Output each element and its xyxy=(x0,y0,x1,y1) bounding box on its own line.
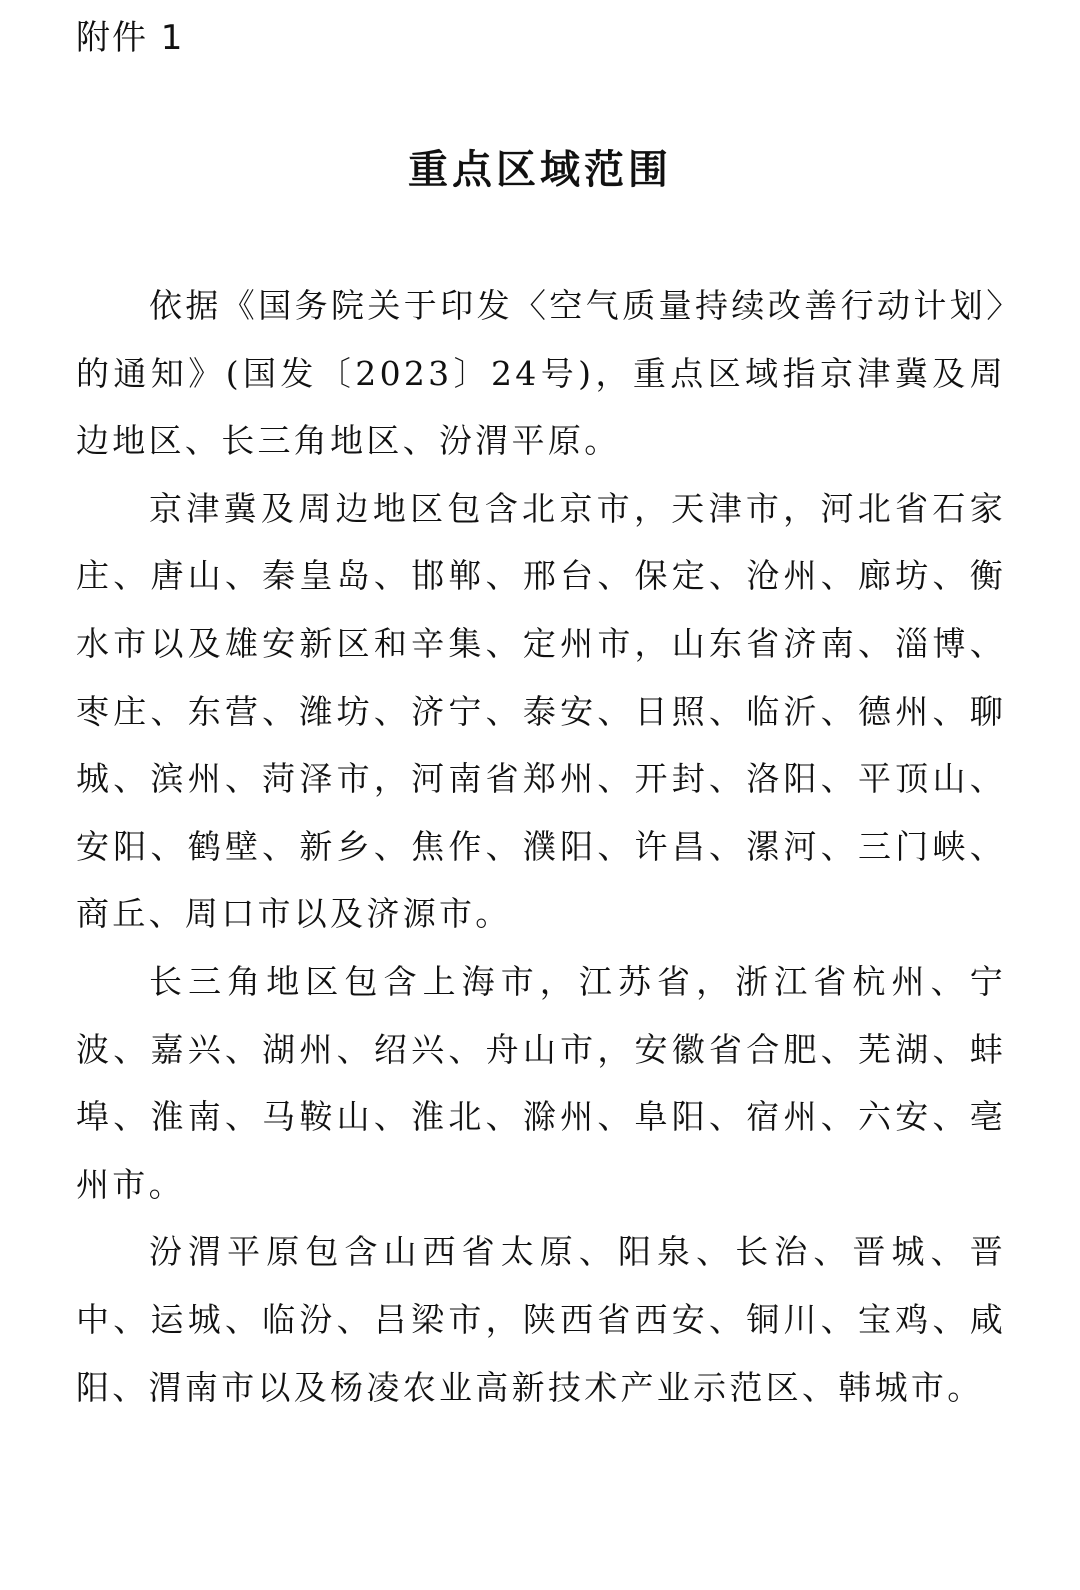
paragraph-intro: 依据《国务院关于印发〈空气质量持续改善行动计划〉的通知》(国发〔2023〕24号)，重点区域指京津冀及周边地区、长三角地区、汾渭平原。 xyxy=(76,286,1006,461)
paragraph-fenwei-plain: 汾渭平原包含山西省太原、阳泉、长治、晋城、晋中、运城、临汾、吕梁市，陕西省西安、铜川、宝鸡、咸阳、渭南市以及杨凌农业高新技术产业示范区、韩城市。 xyxy=(76,1232,1006,1407)
document-body xyxy=(76,272,1006,1421)
attachment-label: 附件 1 xyxy=(76,18,185,58)
paragraph-jingjinji: 京津冀及周边地区包含北京市，天津市，河北省石家庄、唐山、秦皇岛、邯郸、邢台、保定、沧州、廊坊、衡水市以及雄安新区和辛集、定州市，山东省济南、淄博、枣庄、东营、潍坊、济宁、泰安、日照、临沂、德州、聊城、滨州、菏泽市，河南省郑州、开封、洛阳、平顶山、安阳、鹤壁、新乡、焦作、濮阳、许昌、漯河、三门峡、商丘、周口市以及济源市。 xyxy=(76,488,1006,934)
paragraph-yangtze-delta: 长三角地区包含上海市，江苏省，浙江省杭州、宁波、嘉兴、湖州、绍兴、舟山市，安徽省合肥、芜湖、蚌埠、淮南、马鞍山、淮北、滁州、阜阳、宿州、六安、亳州市。 xyxy=(76,961,1006,1204)
document-title: 重点区域范围 xyxy=(408,147,672,193)
